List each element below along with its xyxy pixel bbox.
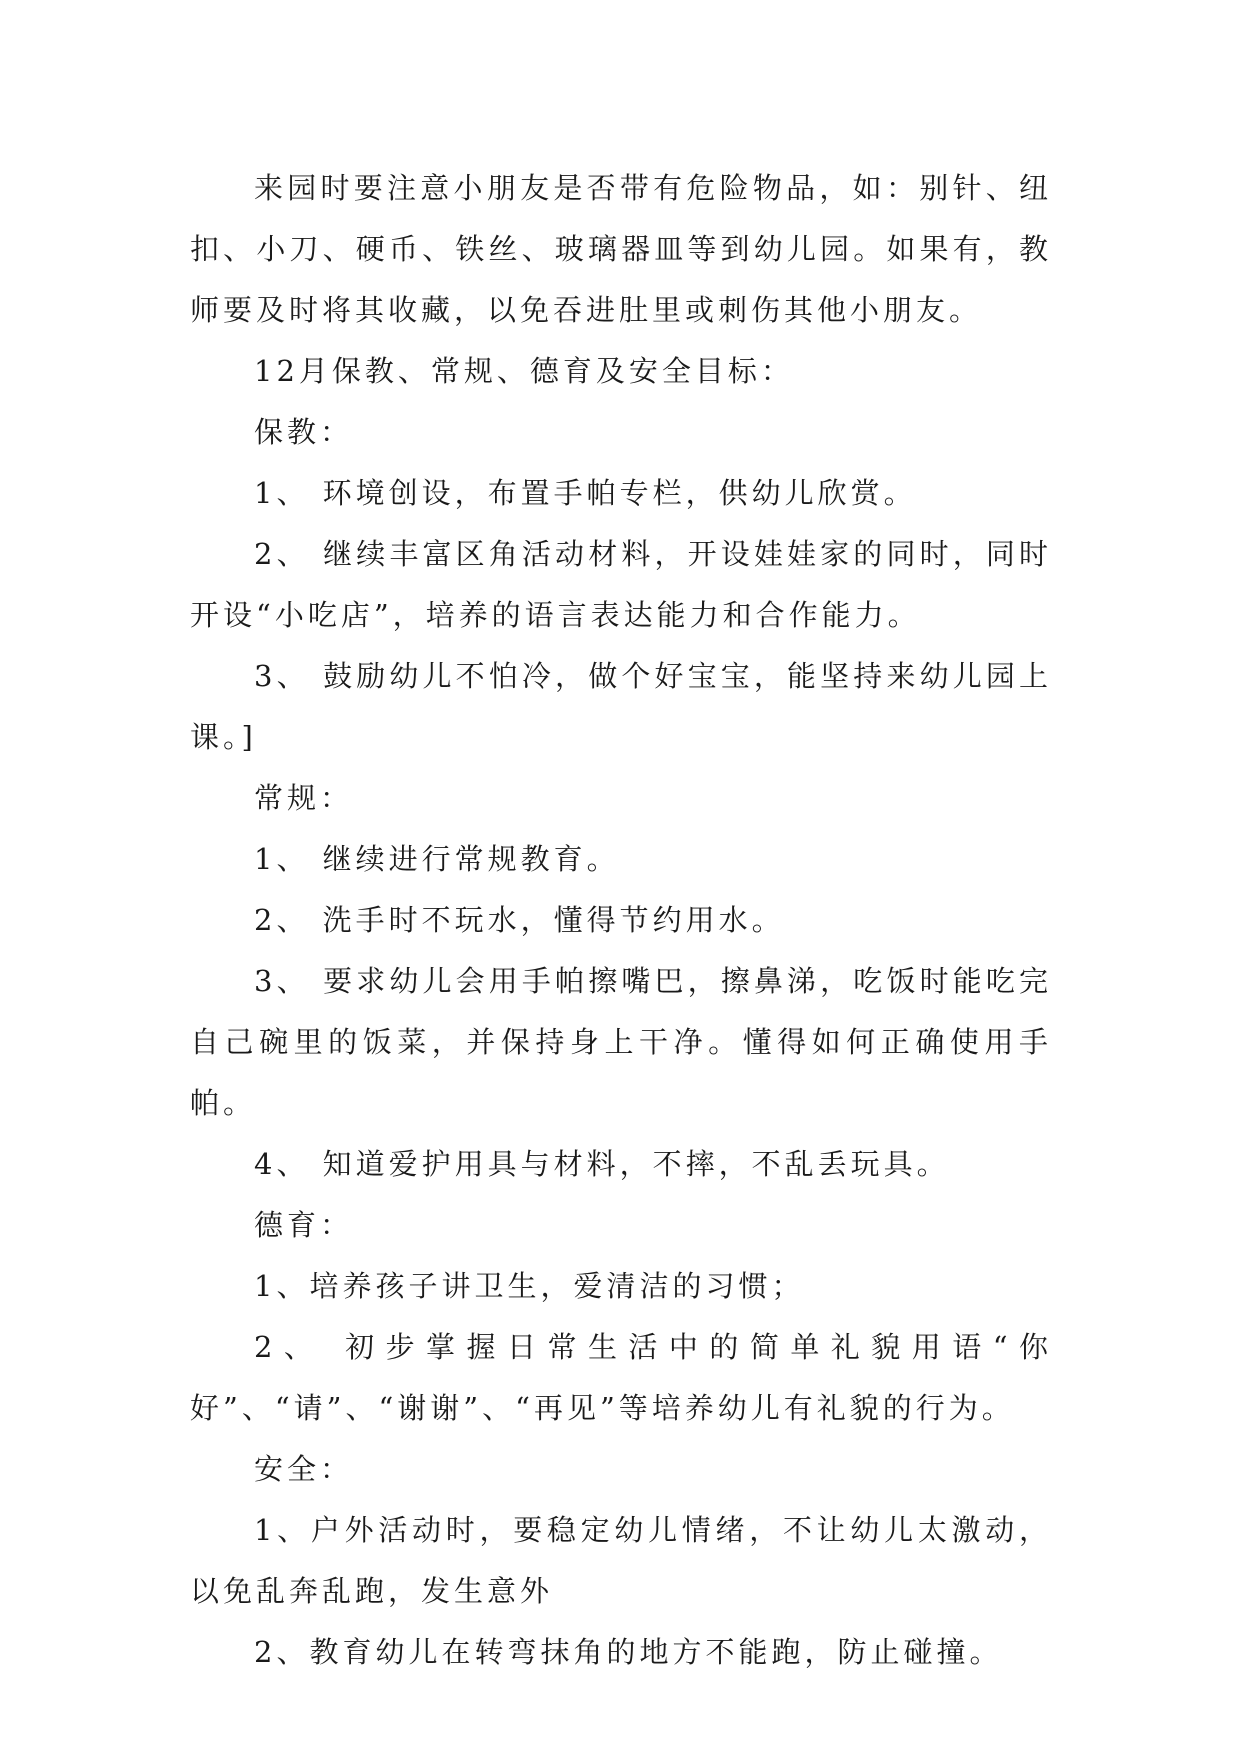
list-item-care-2: 2、 继续丰富区角活动材料，开设娃娃家的同时，同时开设“小吃店”，培养的语言表达能力和合作能力。: [190, 537, 1052, 632]
list-item-routine-1: 1、 继续进行常规教育。: [254, 842, 620, 876]
list-item-routine-4: 4、 知道爱护用具与材料，不摔，不乱丢玩具。: [254, 1147, 950, 1181]
document-body: [190, 158, 1052, 1683]
list-item-moral-2: 2、 初步掌握日常生活中的简单礼貌用语“你好”、“请”、“谢谢”、“再见”等培养幼儿有礼貌的行为。: [190, 1330, 1052, 1425]
list-item-routine-3: 3、 要求幼儿会用手帕擦嘴巴，擦鼻涕，吃饭时能吃完自己碗里的饭菜，并保持身上干净。懂得如何正确使用手帕。: [190, 964, 1052, 1120]
paragraph-hazard-check: 来园时要注意小朋友是否带有危险物品，如：别针、纽扣、小刀、硬币、铁丝、玻璃器皿等到幼儿园。如果有，教师要及时将其收藏，以免吞进肚里或刺伤其他小朋友。: [190, 171, 1052, 327]
list-item-care-1: 1、 环境创设，布置手帕专栏，供幼儿欣赏。: [254, 476, 917, 510]
list-item-routine-2: 2、 洗手时不玩水，懂得节约用水。: [254, 903, 785, 937]
list-item-safety-1: 1、户外活动时，要稳定幼儿情绪，不让幼儿太激动，以免乱奔乱跑，发生意外: [190, 1513, 1052, 1608]
heading-safety: 安全：: [254, 1452, 354, 1486]
heading-routine: 常规：: [254, 781, 354, 815]
list-item-safety-2: 2、教育幼儿在转弯抹角的地方不能跑，防止碰撞。: [254, 1635, 1003, 1669]
list-item-moral-1: 1、培养孩子讲卫生，爱清洁的习惯；: [254, 1269, 805, 1303]
list-item-care-3: 3、 鼓励幼儿不怕冷，做个好宝宝，能坚持来幼儿园上课。]: [190, 659, 1052, 754]
section-title-december-goals: 12月保教、常规、德育及安全目标：: [254, 354, 794, 388]
heading-moral-education: 德育：: [254, 1208, 354, 1242]
heading-care-education: 保教：: [254, 415, 354, 449]
